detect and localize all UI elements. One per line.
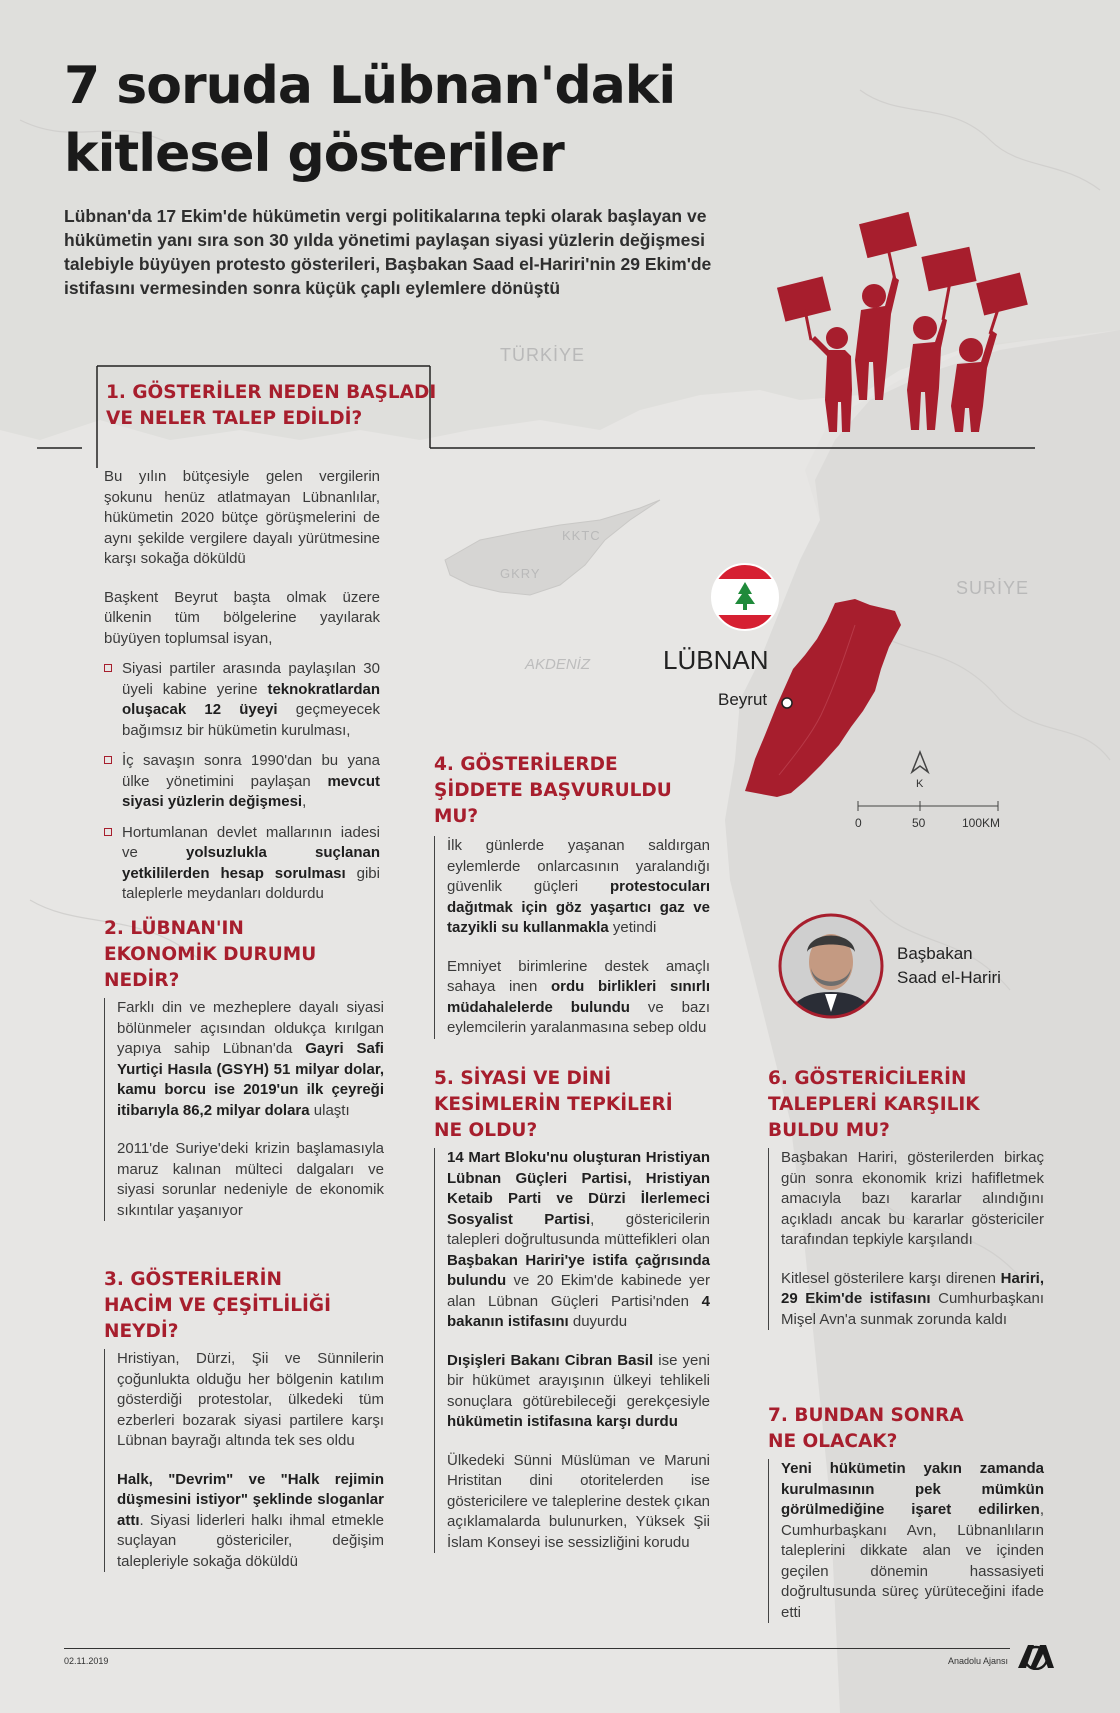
label-turkey: TÜRKİYE — [500, 345, 586, 365]
label-gkry: GKRY — [500, 566, 541, 581]
portrait-name-line-1: Başbakan — [897, 944, 973, 963]
north-arrow-icon — [912, 752, 928, 772]
section2: 2. LÜBNAN'IN EKONOMİK DURUMU NEDİR? Farklı din ve mezheplere dayalı siyasi bölünmeler açısından oldukça kırılgan yapıya sahip Lübnan'da Gayri Safi Yurtiçi Hasıla (GSYH) 51 milyar dolar, kamu borcu ise 2019'un ilk çeyreği itibarıyla 86,2 milyar dolara ulaştı 2011'de Suriye'deki krizin başlamasıyla maruz kalınan mülteci dalgaları ve siyasi sorunlar nedeniyle de ekonomik sıkıntılar yaşanıyor — [104, 916, 384, 1221]
label-beirut: Beyrut — [718, 690, 768, 709]
section6-title-line-2: TALEPLERİ KARŞILIK — [768, 1094, 980, 1115]
section5-title-line-1: 5. SİYASİ VE DİNİ — [434, 1068, 612, 1089]
section4: 4. GÖSTERİLERDE ŞİDDETE BAŞVURULDU MU? İlk günlerde yaşanan saldırgan eylemlerde onlarcasının yaralandığı güvenlik güçleri protestocuları dağıtmak için göz yaşartıcı gaz ve tazyikli su kullanmakla yetindi Emniyet birimlerine destek amaçlı sahaya inen ordu birlikleri sınırlı müdahalelerde bulundu ve bazı eylemcilerin yaralanmasına sebep oldu — [434, 752, 710, 1039]
demand-item: Siyasi partiler arasında paylaşılan 30 üyeli kabine yerine teknokratlardan oluşacak 12 üyeyi geçmeyecek bağımsız bir hükümetin kurulması, — [104, 659, 380, 741]
section7-title-line-2: NE OLACAK? — [768, 1431, 898, 1452]
section2-title-line-2: EKONOMİK DURUMU — [104, 944, 317, 965]
label-syria: SURİYE — [956, 578, 1030, 598]
demand-item: Hortumlanan devlet mallarının iadesi ve yolsuzlukla suçlanan yetkililerden hesap sorulması gibi taleplerle meydanları doldurdu — [104, 823, 380, 905]
demand-item: İç savaşın sonra 1990'dan bu yana ülke yönetimini paylaşan mevcut siyasi yüzlerin değişmesi, — [104, 751, 380, 813]
title-line-2: kitlesel gösteriler — [64, 124, 564, 184]
bullet-square-icon — [104, 828, 112, 836]
scale-label-0: 0 — [855, 816, 862, 830]
section5-paragraph-3: Ülkedeki Sünni Müslüman ve Maruni Hristitan dini otoritelerden ise göstericilere ve taleplerine destek çıkan açıklamalarda bulunurken, Yüksek Şii İslam Konseyi ise sessizliğini korudu — [447, 1451, 710, 1551]
section1-title-line-1: 1. GÖSTERİLER NEDEN BAŞLADI — [106, 382, 437, 403]
section3-title-line-2: HACİM VE ÇEŞİTLİLİĞİ — [104, 1295, 331, 1316]
title-line-1: 7 soruda Lübnan'daki — [64, 56, 676, 116]
section7: 7. BUNDAN SONRA NE OLACAK? Yeni hükümetin yakın zamanda kurulmasının pek mümkün görülmediğine işaret edilirken, Cumhurbaşkanı Avn, Lübnanlıların taleplerini dikkate alan ve içinden geçilen dönemin hassasiyeti doğrultusunda süreç yürüteceğini ifade etti — [768, 1403, 1044, 1623]
section3-paragraph-1: Hristiyan, Dürzi, Şii ve Sünnilerin çoğunlukta olduğu her bölgenin katılım gösterdiği protestolar, ülkedeki tüm ezberleri bozarak siyasi partilere karşı Lübnan bayrağı altında tek ses oldu — [117, 1350, 384, 1449]
section2-paragraph-2: 2011'de Suriye'deki krizin başlamasıyla maruz kalınan mülteci dalgaları ve siyasi sorunlar nedeniyle de ekonomik sıkıntılar yaşanıyor — [117, 1140, 384, 1219]
section2-title-line-3: NEDİR? — [104, 970, 180, 991]
portrait-caption — [897, 942, 1001, 990]
label-lebanon: LÜBNAN — [663, 645, 769, 675]
footer-date: 02.11.2019 — [64, 1656, 109, 1666]
north-label: K — [916, 778, 924, 790]
section5-title-line-3: NE OLDU? — [434, 1120, 538, 1141]
scale-label-50: 50 — [912, 816, 926, 830]
section1-paragraph-2: Başkent Beyrut başta olmak üzere ülkenin tüm bölgelerine yayılarak büyüyen toplumsal isyan, — [104, 588, 380, 647]
footer-agency: Anadolu Ajansı — [948, 1656, 1009, 1666]
portrait-avatar — [777, 912, 885, 1020]
bullet-square-icon — [104, 664, 112, 672]
section6-title-line-1: 6. GÖSTERİCİLERİN — [768, 1068, 967, 1089]
section1-title-line-2: VE NELER TALEP EDİLDİ? — [106, 408, 363, 429]
intro-text: Lübnan'da 17 Ekim'de hükümetin vergi politikalarına tepki olarak başlayan ve hükümetin yanı sıra son 30 yılda yönetimi paylaşan siyasi yüzlerin değişmesi talebiyle büyüyen protesto gösterileri, Başbakan Saad el-Hariri'nin 29 Ekim'de istifasını vermesinden sonra küçük çaplı eylemlere dönüştü — [64, 206, 712, 298]
section5-title-line-2: KESİMLERİN TEPKİLERİ — [434, 1094, 673, 1115]
label-kktc: KKTC — [562, 528, 601, 543]
section4-title-line-1: 4. GÖSTERİLERDE — [434, 754, 618, 775]
label-sea: AKDENİZ — [525, 656, 591, 673]
section6-paragraph-1: Başbakan Hariri, gösterilerden birkaç gün sonra ekonomik krizi hafifletmek amacıyla bazı kararlar alındığını açıkladı ancak bu kararlar göstericiler tarafından tepkiyle karşılandı — [781, 1149, 1044, 1248]
aa-logo-icon — [1016, 1642, 1056, 1670]
section2-title-line-1: 2. LÜBNAN'IN — [104, 918, 244, 939]
section1-body — [104, 467, 380, 915]
section1-title — [106, 380, 436, 432]
footer-divider — [64, 1648, 1010, 1649]
section3-title-line-3: NEYDİ? — [104, 1321, 179, 1342]
section6: 6. GÖSTERİCİLERİN TALEPLERİ KARŞILIK BULDU MU? Başbakan Hariri, gösterilerden birkaç gün sonra ekonomik krizi hafifletmek amacıyla bazı kararlar alındığını açıkladı ancak bu kararlar göstericiler tarafından tepkiyle karşılandı Kitlesel gösterilere karşı direnen Hariri, 29 Ekim'de istifasını Cumhurbaşkanı Mişel Avn'a sunmak zorunda kaldı — [768, 1066, 1044, 1330]
section1-paragraph-1: Bu yılın bütçesiyle gelen vergilerin şokunu henüz atlatmayan Lübnanlılar, hükümetin 2020 bütçe görüşmelerini de aynı şekilde vergilere dayalı yürütmesine karşı sokağa döküldü — [104, 468, 380, 567]
section5: 5. SİYASİ VE DİNİ KESİMLERİN TEPKİLERİ NE OLDU? 14 Mart Bloku'nu oluşturan Hristiyan Lübnan Güçleri Partisi, Hristiyan Ketaib Parti ve Dürzi İlerlemeci Sosyalist Partisi, göstericilerin talepleri doğrultusunda müttefikleri olan Başbakan Hariri'ye istifa çağrısında bulundu ve 20 Ekim'de kabinede yer alan Lübnan Güçleri Partisi'nden 4 bakanın istifasını duyurdu Dışişleri Bakanı Cibran Basil ise yeni bir hükümet arayışının ülkeyi tehlikeli sonuçlara götürebileceği gerekçesiyle hükümetin istifasına karşı durdu Ülkedeki Sünni Müslüman ve Maruni Hristitan dini otoritelerden ise göstericilere ve taleplerine destek çıkan açıklamalarda bulunurken, Yüksek Şii İslam Konseyi ise sessizliğini korudu — [434, 1066, 710, 1553]
portrait-name-line-2: Saad el-Hariri — [897, 968, 1001, 987]
scale-label-100: 100KM — [962, 816, 1001, 830]
section3-title-line-1: 3. GÖSTERİLERİN — [104, 1269, 282, 1290]
section6-title-line-3: BULDU MU? — [768, 1120, 890, 1141]
bullet-square-icon — [104, 756, 112, 764]
section4-title-line-2: ŞİDDETE BAŞVURULDU — [434, 780, 672, 801]
section4-title-line-3: MU? — [434, 806, 479, 827]
section7-title-line-1: 7. BUNDAN SONRA — [768, 1405, 964, 1426]
page-title — [64, 52, 824, 188]
section3: 3. GÖSTERİLERİN HACİM VE ÇEŞİTLİLİĞİ NEYDİ? Hristiyan, Dürzi, Şii ve Sünnilerin çoğunlukta olduğu her bölgenin katılım gösterdiği protestolar, ülkedeki tüm ezberleri bozarak siyasi partilere karşı Lübnan bayrağı altında tek ses oldu Halk, "Devrim" ve "Halk rejimin düşmesini istiyor" şeklinde sloganlar attı. Siyasi liderleri halkı ihmal etmekle suçlayan göstericiler, değişim talepleriyle sokağa döküldü — [104, 1267, 384, 1572]
